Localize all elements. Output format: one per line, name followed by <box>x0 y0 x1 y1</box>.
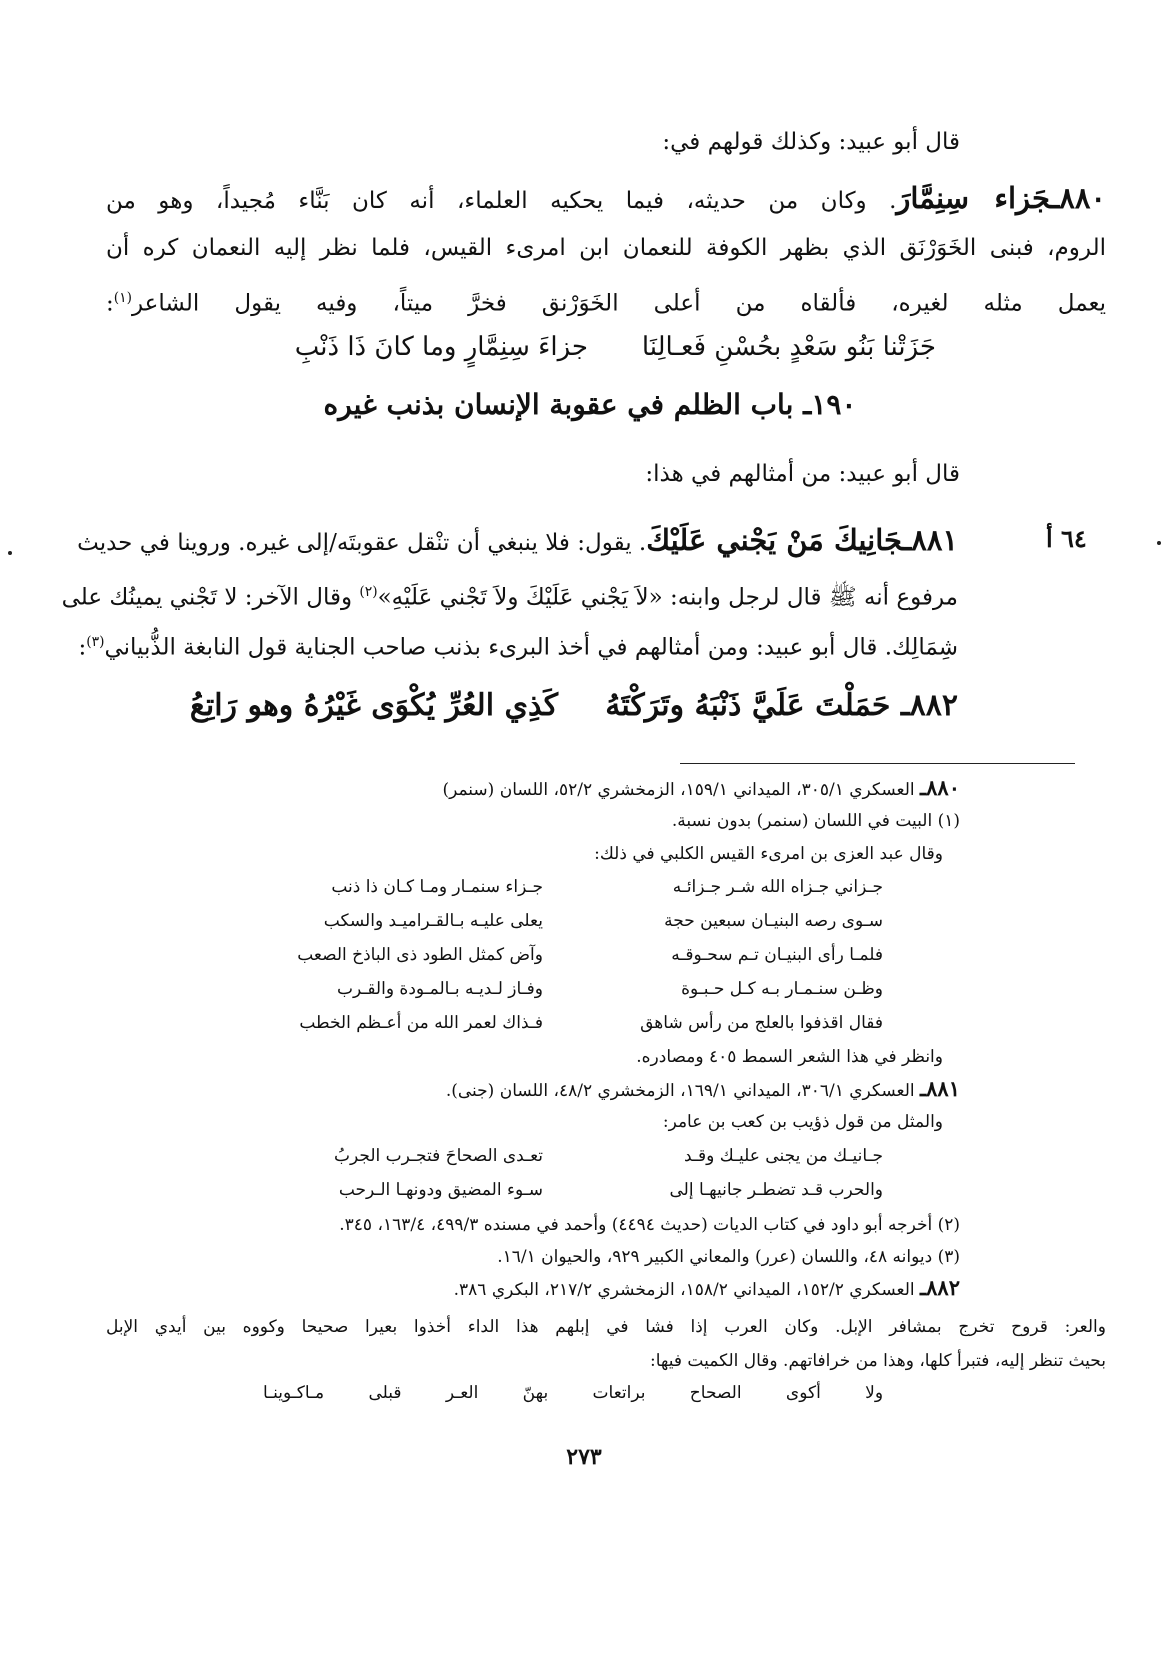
footnote-1: (١) البيت في اللسان (سنمر) بدون نسبة. <box>671 811 960 831</box>
margin-dot <box>1157 541 1161 545</box>
footnote-882-verse <box>263 1382 883 1404</box>
footnote-ref[interactable]: (١) <box>113 290 132 306</box>
poem-hemistich-right: والحرب قـد تضطـر جانيهـا إلى <box>669 1180 883 1200</box>
entry-880-line-1 <box>106 182 1106 217</box>
entry-881-line-3 <box>78 626 958 664</box>
footnote-880 <box>442 777 960 801</box>
verse-word: مـاكـوينـا <box>263 1383 325 1403</box>
poem-hemistich-left: فـذاك لعمر الله من أعـظم الخطب <box>299 1013 543 1033</box>
poem-hemistich-right: جـزاني جـزاه الله شـر جـزائـه <box>672 877 883 897</box>
proverb-title: جَانِيكَ مَنْ يَجْني عَلَيْكَ <box>646 523 903 557</box>
verse-word: بهنّ <box>522 1383 549 1403</box>
entry-881-line-1 <box>77 523 958 559</box>
footnote-number: ٨٨٢ـ <box>920 1275 960 1300</box>
verse-word: أكوى <box>785 1383 821 1403</box>
poem-hemistich-right: وظـن سنـمـار بـه كـل حـبـوة <box>681 979 883 999</box>
entry-text: يعمل مثله لغيره، فألقاه من أعلى الخَوَرْنق فخرَّ ميتاً، وفيه يقول الشاعر <box>131 290 1106 317</box>
verse-word: قبلى <box>368 1383 402 1403</box>
footnote-ref[interactable]: (٣) <box>86 634 105 650</box>
verse-word: ولا <box>865 1383 884 1403</box>
poem-hemistich-right: سـوى رصه البنيـان سبعين حجة <box>664 911 883 931</box>
poem-hemistich-right: فلمـا رأى البنيـان تـم سحـوقـه <box>671 945 883 965</box>
poem-hemistich-left: وآض كمثل الطود ذى الباذخ الصعب <box>297 945 543 965</box>
entry-880-line-2: الروم، فبنى الخَوَرْنَق الذي بظهر الكوفة للنعمان ابن امرىء القيس، فلما نظر إليه النعمان كره أن <box>106 235 1106 261</box>
poem-hemistich-left: وفـاز لـديـه بـالمـودة والقـرب <box>336 979 543 999</box>
proverb-title: جَزاء سِنِمَّارَ <box>896 181 1051 215</box>
verse-882-left: كَذِي العُرِّ يُكْوَى غَيْرُهُ وهو رَاتِعُ <box>189 688 558 723</box>
footnote-1-end: وانظر في هذا الشعر السمط ٤٠٥ ومصادره. <box>636 1047 943 1067</box>
entry-number: ٨٨٠ـ <box>1050 181 1106 215</box>
entry-text: . وكان من حديثه، فيما يحكيه العلماء، أنه كان بَنَّاء مُجيداً، وهو من <box>106 188 897 214</box>
margin-dot <box>8 551 12 555</box>
entry-text: : <box>78 634 87 661</box>
footnote-1-intro: وقال عبد العزى بن امرىء القيس الكلبي في ذلك: <box>594 844 943 864</box>
entry-text: . يقول: فلا ينبغي أن تنْقل عقوبتَه/إلى غيره. وروينا في حديث <box>77 530 647 556</box>
footnote-text: العسكري ١٥٢/٢، الميداني ١٥٨/٢، الزمخشري ٢١٧/٢، البكري ٣٨٦. <box>453 1280 915 1300</box>
footnote-881-intro: والمثل من قول ذؤيب بن كعب بن عامر: <box>662 1112 943 1132</box>
footnote-882-line-1: والعر: قروح تخرج بمشافر الإبل. وكان العرب إذا فشا في إبلهم هذا الداء أخذوا بعيرا صحيحا وكووه بين أيدي الإبل <box>106 1317 1106 1337</box>
poem-hemistich-left: يعلى عليـه بـالقـراميـد والسكب <box>323 911 543 931</box>
verse-word: العـر <box>445 1383 479 1403</box>
entry-text: وقال الآخر: لا تَجْني يمينُك على <box>61 584 360 611</box>
entry-text: : <box>106 290 114 317</box>
verse-word: الصحاح <box>689 1383 742 1403</box>
footnote-number: ٨٨٠ـ <box>920 775 960 800</box>
footnote-separator <box>680 763 1075 764</box>
poem-hemistich-left: سـوء المضيق ودونهـا الـرحب <box>338 1180 543 1200</box>
footnote-2: (٢) أخرجه أبو داود في كتاب الديات (حديث ٤٤٩٤) وأحمد في مسنده ٤٩٩/٣، ١٦٣/٤، ٣٤٥. <box>339 1215 960 1235</box>
poem-hemistich-right: فقال اقذفوا بالعلج من رأس شاهق <box>640 1013 883 1033</box>
intro-line-2: قال أبو عبيد: من أمثالهم في هذا: <box>645 461 960 487</box>
section-heading: ١٩٠ـ باب الظلم في عقوبة الإنسان بذنب غيره <box>323 388 857 421</box>
poem-hemistich-left: تعـدى الصحاحَ فتجـرب الجربُ <box>334 1146 543 1166</box>
poem-hemistich-left: جـزاء سنمـار ومـا كـان ذا ذنب <box>331 877 543 897</box>
footnote-3: (٣) ديوانه ٤٨، واللسان (عرر) والمعاني الكبير ٩٢٩، والحيوان ١٦/١. <box>497 1247 960 1267</box>
footnote-ref[interactable]: (٢) <box>359 584 378 600</box>
footnote-text: العسكري ٣٠٦/١، الميداني ١٦٩/١، الزمخشري ٤٨/٢، اللسان (جنى). <box>445 1081 915 1101</box>
entry-text: مرفوع أنه ﷺ قال لرجل وابنه: «لاَ يَجْني عَلَيْكَ ولاَ تَجْني عَلَيْهِ» <box>377 584 958 611</box>
intro-line <box>662 126 960 158</box>
verse-882-right <box>605 688 958 723</box>
entry-881-line-2 <box>61 576 958 614</box>
poem-hemistich-right: جـانيـك من يجنى عليـك وقـد <box>684 1146 883 1166</box>
footnote-number: ٨٨١ـ <box>920 1076 960 1101</box>
verse-hemistich-left: جزاءَ سِنِمَّارٍ وما كانَ ذَا ذَنْبِ <box>294 332 588 362</box>
footnote-881 <box>446 1078 960 1102</box>
verse-word: براتعات <box>592 1383 646 1403</box>
footnote-882-line-2: بحيث تنظر إليه، فتبرأ كلها، وهذا من خرافاتهم. وقال الكميت فيها: <box>650 1351 1106 1371</box>
margin-folio-note: ٦٤ أ <box>1046 524 1087 553</box>
entry-number: ٨٨٢ـ <box>900 688 958 723</box>
intro-text: قال أبو عبيد: وكذلك قولهم في: <box>662 129 960 155</box>
footnote-text: العسكري ٣٠٥/١، الميداني ١٥٩/١، الزمخشري ٥٢/٢، اللسان (سنمر) <box>442 780 915 800</box>
verse-hemistich-right: حَمَلْتَ عَلَيَّ ذَنْبَهُ وتَرَكْتَهُ <box>605 688 891 723</box>
verse-hemistich-right: جَزَتْنا بَنُو سَعْدٍ بحُسْنِ فَعـالِنَا <box>641 332 936 362</box>
entry-text: شِمَالِك. قال أبو عبيد: ومن أمثالهم في أخذ البرىء بذنب صاحب الجناية قول النابغة الذُّبياني <box>104 634 958 661</box>
page-number: ٢٧٣ <box>566 1444 602 1470</box>
entry-number: ٨٨١ـ <box>902 523 958 557</box>
footnote-882 <box>454 1277 960 1301</box>
entry-880-line-3 <box>106 282 1106 320</box>
